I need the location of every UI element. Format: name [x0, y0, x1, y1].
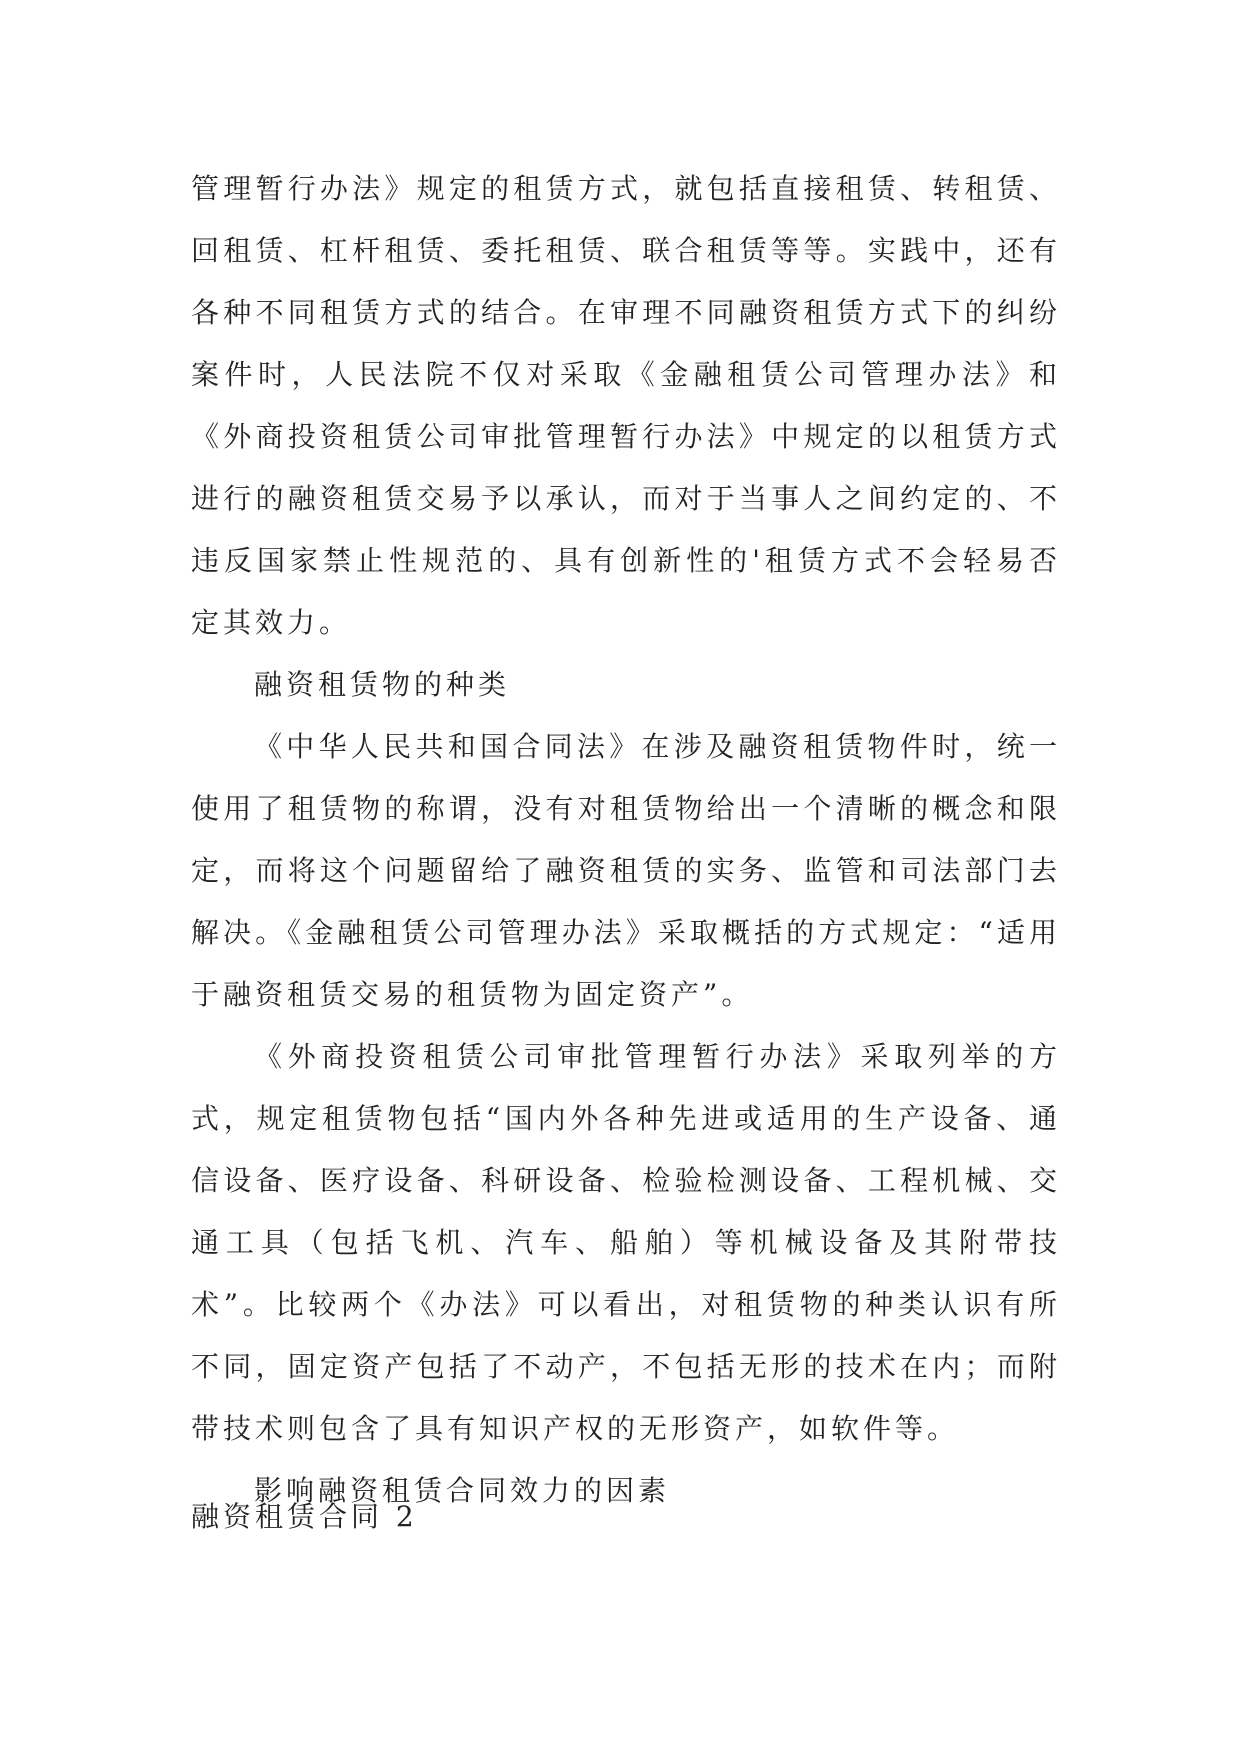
paragraph-leasing-methods: 管理暂行办法》规定的租赁方式，就包括直接租赁、转租赁、回租赁、杠杆租赁、委托租赁、联合租赁等等。实践中，还有各种不同租赁方式的结合。在审理不同融资租赁方式下的纠纷案件时，人民法院不仅对采取《金融租赁公司管理办法》和《外商投资租赁公司审批管理暂行办法》中规定的以租赁方式进行的融资租赁交易予以承认，而对于当事人之间约定的、不违反国家禁止性规范的、具有创新性的'租赁方式不会轻易否定其效力。: [191, 172, 1061, 639]
heading-validity-factors: 影响融资租赁合同效力的因素: [254, 1474, 671, 1507]
paragraph-contract-law: 《中华人民共和国合同法》在涉及融资租赁物件时，统一使用了租赁物的称谓，没有对租赁物给出一个清晰的概念和限定，而将这个问题留给了融资租赁的实务、监管和司法部门去解决。《金融租赁公司管理办法》采取概括的方式规定：“适用于融资租赁交易的租赁物为固定资产”。: [191, 730, 1061, 1011]
section-title: 融资租赁合同 2: [191, 1500, 418, 1533]
paragraph-foreign-investment-rules: 《外商投资租赁公司审批管理暂行办法》采取列举的方式，规定租赁物包括“国内外各种先进或适用的生产设备、通信设备、医疗设备、科研设备、检验检测设备、工程机械、交通工具（包括飞机、汽车、船舶）等机械设备及其附带技术”。比较两个《办法》可以看出，对租赁物的种类认识有所不同，固定资产包括了不动产，不包括无形的技术在内；而附带技术则包含了具有知识产权的无形资产，如软件等。: [191, 1040, 1061, 1445]
heading-leased-property-types: 融资租赁物的种类: [254, 668, 511, 701]
document-body: [191, 158, 1061, 1522]
